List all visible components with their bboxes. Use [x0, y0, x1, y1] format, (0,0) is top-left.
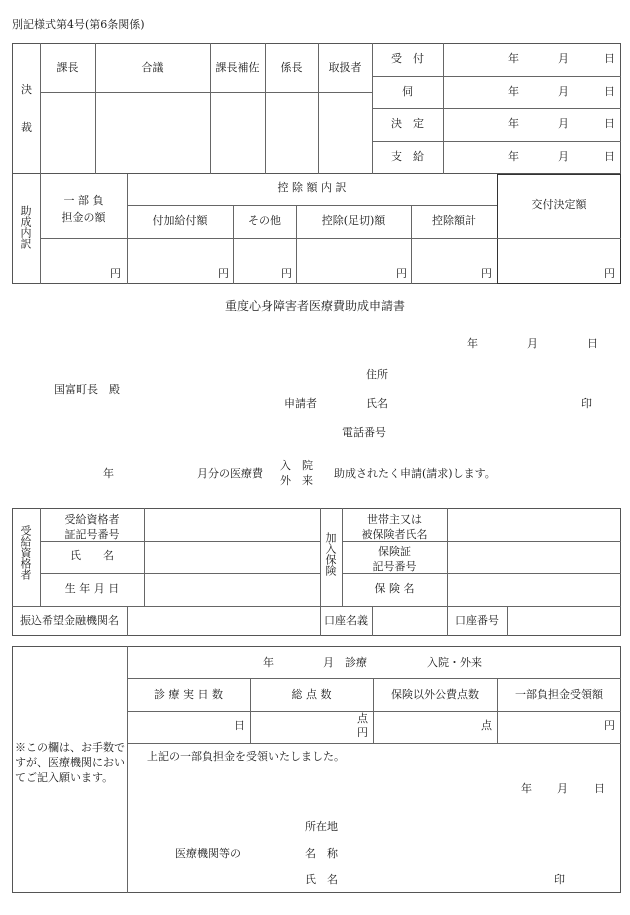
date-year: 年	[508, 85, 519, 98]
unit-point: 点	[481, 719, 492, 732]
app-date-month: 月	[527, 337, 538, 350]
date-month: 月	[558, 52, 569, 65]
deduction-col-cutoff: 控除(足切)額	[321, 214, 386, 227]
row-kettei: 決 定	[391, 117, 424, 130]
recipient-name-label: 氏 名	[70, 549, 114, 562]
addressee: 国富町長 殿	[54, 383, 120, 396]
address-label: 住所	[366, 368, 388, 381]
col-kacho: 課長	[56, 61, 79, 74]
yen-unit: 円	[110, 267, 121, 280]
received-statement: 上記の一部負担金を受領いたしました。	[147, 750, 345, 763]
option-outpatient: 外 来	[280, 474, 313, 487]
grant-amount-label: 交付決定額	[531, 198, 587, 211]
cert-no-label: 受給資格者 証記号番号	[64, 513, 120, 542]
col-public-points: 保険以外公費点数	[391, 688, 479, 701]
deduction-col-other: その他	[248, 214, 281, 227]
yen-unit: 円	[281, 267, 292, 280]
insurance-cert-label: 保険証 記号番号	[372, 545, 417, 574]
deduction-title: 控 除 額 内 訳	[277, 181, 347, 194]
med-date-year: 年	[521, 782, 532, 795]
col-total-points: 総 点 数	[291, 688, 332, 701]
unit-point: 点	[357, 712, 368, 725]
date-month: 月	[558, 117, 569, 130]
institution-label: 医療機関等の	[175, 847, 241, 860]
date-month: 月	[558, 150, 569, 163]
deduction-col-addl: 付加給付額	[152, 214, 208, 227]
partial-burden-label: 一 部 負 担金の額	[61, 194, 106, 224]
date-day: 日	[604, 52, 615, 65]
request-month-text: 月分の医療費	[197, 467, 263, 480]
applicant-label: 申請者	[284, 397, 317, 410]
col-kakaricho: 係長	[280, 61, 303, 74]
institution-seal: 印	[554, 873, 565, 886]
bank-label: 振込希望金融機関名	[20, 614, 119, 627]
unit-yen: 円	[604, 719, 615, 732]
request-tail: 助成されたく申請(請求)します。	[334, 467, 496, 480]
approval-label-1: 決	[21, 83, 32, 96]
app-date-year: 年	[467, 337, 478, 350]
account-no-label: 口座番号	[455, 614, 499, 627]
approval-label-2: 裁	[21, 121, 32, 134]
col-toriatsukai: 取扱者	[328, 61, 362, 74]
date-day: 日	[604, 85, 615, 98]
grant-amount-box	[497, 174, 621, 284]
med-date-month: 月	[557, 782, 568, 795]
date-year: 年	[508, 52, 519, 65]
yen-unit: 円	[218, 267, 229, 280]
date-year: 年	[508, 150, 519, 163]
request-year: 年	[103, 467, 114, 480]
location-label: 所在地	[305, 820, 338, 833]
org-name-label: 名 称	[305, 847, 338, 860]
date-day: 日	[604, 117, 615, 130]
insurance-side-label: 加入保険	[324, 532, 337, 576]
yen-unit: 円	[604, 267, 615, 280]
recipient-side-label: 受給資格者	[19, 525, 32, 580]
yen-unit: 円	[481, 267, 492, 280]
unit-day: 日	[234, 719, 245, 732]
col-received-amount: 一部負担金受領額	[515, 688, 603, 701]
period-year: 年	[263, 656, 274, 669]
name-label: 氏名	[366, 397, 388, 410]
phone-label: 電話番号	[342, 426, 386, 439]
medical-note: ※この欄は、お手数ですが、医療機関においてご記入願います。	[15, 741, 125, 784]
col-treatment-days: 診 療 実 日 数	[154, 688, 223, 701]
insurer-name-label: 保 険 名	[374, 582, 415, 595]
col-kacho-hosa: 課長補佐	[215, 61, 260, 74]
person-label: 氏 名	[305, 873, 338, 886]
yen-unit: 円	[396, 267, 407, 280]
date-day: 日	[604, 150, 615, 163]
row-uketsuke: 受 付	[391, 52, 424, 65]
unit-yen: 円	[357, 726, 368, 739]
date-year: 年	[508, 117, 519, 130]
row-ukagai: 伺	[402, 85, 413, 98]
account-name-label: 口座名義	[324, 614, 368, 627]
in-out-label: 入院・外来	[427, 656, 482, 669]
med-date-day: 日	[594, 782, 605, 795]
householder-label: 世帯主又は 被保険者氏名	[361, 513, 428, 542]
deduction-col-total: 控除額計	[432, 214, 476, 227]
applicant-seal: 印	[581, 397, 592, 410]
birth-date-label: 生 年 月 日	[64, 582, 120, 595]
subsidy-side-label: 助成内訳	[19, 205, 32, 249]
form-id: 別記様式第4号(第6条関係)	[12, 18, 145, 31]
col-gogi: 合議	[141, 61, 164, 74]
row-shikyu: 支 給	[391, 150, 424, 163]
date-month: 月	[558, 85, 569, 98]
document-title: 重度心身障害者医療費助成申請書	[224, 299, 405, 313]
option-inpatient: 入 院	[280, 459, 313, 472]
app-date-day: 日	[587, 337, 598, 350]
period-month: 月 診療	[323, 656, 367, 669]
